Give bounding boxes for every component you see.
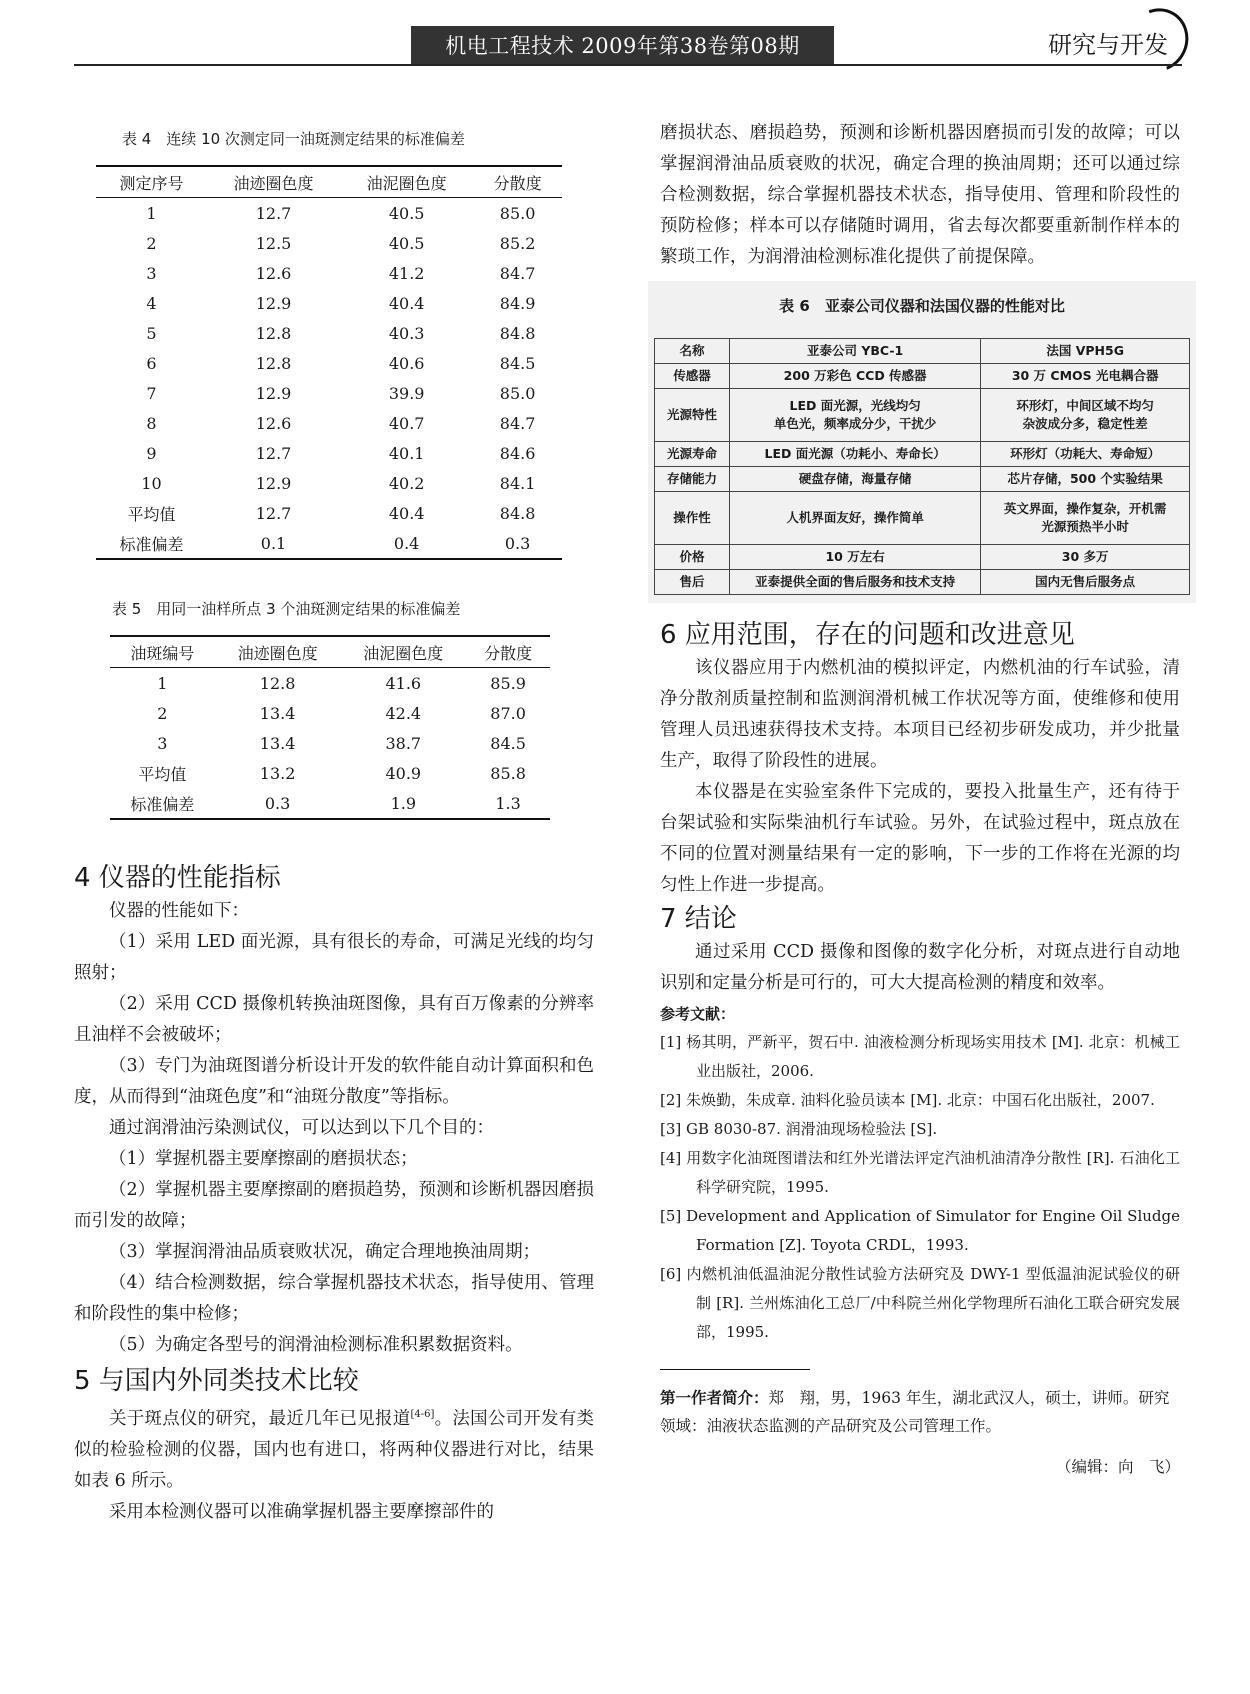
table4-cell: 标准偏差	[96, 528, 207, 559]
editor-note: （编辑：向 飞）	[1055, 1458, 1180, 1476]
table6-cell: 10 万左右	[729, 545, 980, 570]
table4-cell: 12.7	[255, 203, 292, 223]
table6-cell: 环形灯，中间区域不均匀 杂波成分多，稳定性差	[981, 389, 1190, 442]
table4-cell: 9	[146, 443, 157, 463]
table-row	[110, 728, 550, 758]
journal-header: 机电工程技术 2009年第38卷第08期	[411, 26, 834, 66]
table4-cell: 84.1	[499, 473, 536, 493]
table-row	[96, 528, 562, 559]
table5-cell: 标准偏差	[110, 788, 215, 819]
sec4-purpose-item: （3）掌握润滑油品质衰败状况，确定合理地换油周期；	[109, 1242, 541, 1262]
sec7-heading: 7 结论	[660, 904, 737, 934]
table5-cell: 1.9	[340, 788, 466, 819]
table4-cell: 84.5	[499, 353, 536, 373]
table4-cell: 6	[146, 353, 157, 373]
table6-cell: 国内无售后服务点	[981, 570, 1190, 595]
reference-item: [6] 内燃机油低温油泥分散性试验方法研究及 DWY-1 型低温油泥试验仪的研制 [R]. 兰州炼油化工总厂/中科院兰州化学物理所石油化工联合研究发展部，1995.	[660, 1265, 1180, 1341]
table4-cell: 40.6	[388, 353, 425, 373]
table5-col-header: 分散度	[466, 636, 550, 668]
table4-cell: 12.9	[255, 383, 292, 403]
table-row	[96, 228, 562, 258]
references-title: 参考文献：	[660, 1005, 736, 1023]
table-row	[655, 570, 1190, 595]
table5-cell: 1.3	[466, 788, 550, 819]
table4-title: 表 4 连续 10 次测定同一油斑测定结果的标准偏差	[122, 130, 465, 148]
table4-col-header: 分散度	[473, 166, 562, 198]
table6-cell: 30 多万	[981, 545, 1190, 570]
table4-cell: 84.8	[499, 503, 536, 523]
table4-cell: 0.4	[340, 528, 473, 559]
table6-cell: 亚泰公司 YBC-1	[729, 339, 980, 364]
table4	[96, 165, 562, 560]
table6-cell: LED 面光源，光线均匀 单色光，频率成分少，干扰少	[729, 389, 980, 442]
table5-cell: 12.8	[259, 673, 296, 693]
table5-col-header: 油斑编号	[110, 636, 215, 668]
sec5-paragraph-2-start: 采用本检测仪器可以准确掌握机器主要摩擦部件的	[109, 1501, 494, 1522]
sec6-heading: 6 应用范围，存在的问题和改进意见	[660, 620, 1075, 650]
table4-cell: 12.8	[255, 323, 292, 343]
reference-item: [2] 朱焕勤，朱成章. 油料化验员读本 [M]. 北京：中国石化出版社，2007.	[660, 1091, 1155, 1109]
sec4-purpose-item: （4）结合检测数据，综合掌握机器技术状态，指导使用、管理和阶段性的集中检修；	[74, 1273, 594, 1324]
table5-cell: 13.2	[259, 763, 296, 783]
table4-cell: 84.7	[499, 263, 536, 283]
table5-cell: 13.4	[259, 733, 296, 753]
sec5-paragraph-2-cont: 磨损状态、磨损趋势，预测和诊断机器因磨损而引发的故障；可以掌握润滑油品质衰败的状况，确定合理的换油周期；还可以通过综合检测数据，综合掌握机器技术状态，指导使用、管理和阶段性的预防检修；样本可以存储随时调用，省去每次都要重新制作样本的繁琐工作，为润滑油检测标准化提供了前提保障。	[660, 123, 1180, 267]
table4-cell: 85.0	[499, 383, 536, 403]
table4-cell: 10	[141, 473, 162, 493]
table6-cell: 光源特性	[655, 389, 730, 442]
table4-cell: 12.7	[255, 443, 292, 463]
table5-col-header: 油泥圈色度	[340, 636, 466, 668]
table6-cell: LED 面光源（功耗小、寿命长）	[729, 442, 980, 467]
table4-cell: 41.2	[388, 263, 425, 283]
table-row	[655, 364, 1190, 389]
sec5-heading: 5 与国内外同类技术比较	[74, 1366, 359, 1396]
table6-cell: 售后	[655, 570, 730, 595]
table6-cell: 名称	[655, 339, 730, 364]
table5-title: 表 5 用同一油样所点 3 个油斑测定结果的标准偏差	[112, 600, 461, 618]
table4-col-header: 油迹圈色度	[207, 166, 340, 198]
table4-col-header: 油泥圈色度	[340, 166, 473, 198]
table4-cell: 85.0	[499, 203, 536, 223]
sec4-item: （3）专门为油斑图谱分析设计开发的软件能自动计算面积和色度，从而得到“油斑色度”和“油斑分散度”等指标。	[74, 1056, 594, 1107]
section-label: 研究与开发	[1048, 31, 1168, 59]
table5-cell: 13.4	[259, 703, 296, 723]
table4-col-header: 测定序号	[96, 166, 207, 198]
table4-cell: 12.6	[255, 413, 292, 433]
table5-cell: 87.0	[490, 703, 526, 723]
table5-cell: 3	[157, 733, 168, 753]
reference-item: [5] Development and Application of Simulator for Engine Oil Sludge Formation [Z]. Toyota CRDL，1993.	[660, 1207, 1180, 1254]
table6	[654, 338, 1190, 595]
table5-cell: 84.5	[490, 733, 526, 753]
reference-item: [3] GB 8030-87. 润滑油现场检验法 [S].	[660, 1120, 938, 1138]
table4-cell: 40.2	[388, 473, 425, 493]
table4-cell: 84.6	[499, 443, 536, 463]
table-row	[110, 788, 550, 819]
table-row	[96, 288, 562, 318]
table4-cell: 平均值	[127, 504, 176, 524]
table-row	[96, 468, 562, 498]
sec4-heading: 4 仪器的性能指标	[74, 863, 281, 893]
table4-cell: 0.1	[207, 528, 340, 559]
table4-cell: 39.9	[388, 383, 425, 403]
table6-cell: 环形灯（功耗大、寿命短）	[981, 442, 1190, 467]
table4-cell: 40.3	[388, 323, 425, 343]
table4-cell: 40.5	[388, 233, 425, 253]
table6-title: 表 6 亚泰公司仪器和法国仪器的性能对比	[779, 297, 1065, 315]
table-row	[655, 442, 1190, 467]
sec4-item: （1）采用 LED 面光源，具有很长的寿命，可满足光线的均匀照射；	[74, 932, 594, 983]
table-row	[655, 545, 1190, 570]
table-row	[655, 492, 1190, 545]
table5-cell: 平均值	[138, 764, 187, 784]
table5-cell: 2	[157, 703, 168, 723]
table4-cell: 0.3	[473, 528, 562, 559]
table6-cell: 30 万 CMOS 光电耦合器	[981, 364, 1190, 389]
sec4-intro: 仪器的性能如下：	[109, 901, 249, 921]
sec7-paragraph-1: 通过采用 CCD 摄像和图像的数字化分析，对斑点进行自动地识别和定量分析是可行的，可大大提高检测的精度和效率。	[660, 942, 1180, 993]
table-row	[96, 348, 562, 378]
table4-cell: 1	[146, 203, 157, 223]
reference-item: [4] 用数字化油斑图谱法和红外光谱法评定汽油机油清净分散性 [R]. 石油化工科学研究院，1995.	[660, 1149, 1180, 1196]
table4-cell: 40.7	[388, 413, 425, 433]
table6-cell: 英文界面，操作复杂，开机需 光源预热半小时	[981, 492, 1190, 545]
table4-cell: 4	[146, 293, 157, 313]
table-row	[110, 758, 550, 788]
table4-cell: 84.9	[499, 293, 536, 313]
left-column	[74, 128, 594, 1528]
table5-cell: 40.9	[385, 763, 422, 783]
sec4-item: （2）采用 CCD 摄像机转换油斑图像，具有百万像素的分辨率且油样不会被破坏；	[74, 994, 594, 1045]
table6-cell: 芯片存储，500 个实验结果	[981, 467, 1190, 492]
table4-cell: 3	[146, 263, 157, 283]
header-rule	[74, 64, 1182, 66]
table5-cell: 85.9	[490, 673, 526, 693]
table-row	[96, 408, 562, 438]
footnote-rule	[660, 1369, 810, 1370]
table6-cell: 操作性	[655, 492, 730, 545]
table5-cell: 41.6	[385, 673, 422, 693]
table5-cell: 0.3	[215, 788, 341, 819]
table-row	[96, 438, 562, 468]
table4-cell: 5	[146, 323, 157, 343]
table5-cell: 1	[157, 673, 168, 693]
table6-cell: 传感器	[655, 364, 730, 389]
table-row	[96, 198, 562, 229]
table4-cell: 12.7	[255, 503, 292, 523]
table-row	[655, 339, 1190, 364]
table4-cell: 85.2	[499, 233, 536, 253]
table4-cell: 12.9	[255, 473, 292, 493]
table4-cell: 12.5	[255, 233, 292, 253]
table6-cell: 法国 VPH5G	[981, 339, 1190, 364]
table6-cell: 价格	[655, 545, 730, 570]
table4-cell: 84.7	[499, 413, 536, 433]
table5-cell: 85.8	[490, 763, 526, 783]
table4-cell: 40.4	[388, 503, 425, 523]
table4-cell: 2	[146, 233, 157, 253]
citation: [4-6]	[410, 1409, 435, 1420]
sec4-purpose-item: （1）掌握机器主要摩擦副的磨损状态；	[109, 1149, 418, 1169]
table-row	[96, 378, 562, 408]
table6-cell: 存储能力	[655, 467, 730, 492]
table4-cell: 40.1	[388, 443, 425, 463]
sec6-paragraph-2: 本仪器是在实验室条件下完成的，要投入批量生产，还有待于台架试验和实际柴油机行车试验。另外，在试验过程中，斑点放在不同的位置对测量结果有一定的影响，下一步的工作将在光源的均匀性上作进一步提高。	[660, 782, 1180, 895]
reference-item: [1] 杨其明，严新平，贺石中. 油液检测分析现场实用技术 [M]. 北京：机械工业出版社，2006.	[660, 1033, 1180, 1080]
table6-figure	[648, 281, 1196, 603]
table-row	[96, 318, 562, 348]
table-row	[655, 389, 1190, 442]
table5-cell: 38.7	[385, 733, 422, 753]
table-row	[655, 467, 1190, 492]
table5-cell: 42.4	[385, 703, 422, 723]
table4-cell: 40.5	[388, 203, 425, 223]
right-column	[660, 118, 1180, 1482]
table-row	[96, 498, 562, 528]
sec4-purpose-item: （2）掌握机器主要摩擦副的磨损趋势，预测和诊断机器因磨损而引发的故障；	[74, 1180, 594, 1231]
table6-cell: 硬盘存储，海量存储	[729, 467, 980, 492]
table-row	[96, 258, 562, 288]
sec4-intro2: 通过润滑油污染测试仪，可以达到以下几个目的：	[109, 1118, 494, 1138]
table4-cell: 84.8	[499, 323, 536, 343]
table4-cell: 12.9	[255, 293, 292, 313]
table4-cell: 12.8	[255, 353, 292, 373]
table6-cell: 光源寿命	[655, 442, 730, 467]
sec5-paragraph-1: 关于斑点仪的研究，最近几年已见报道[4-6]。法国公司开发有类似的检验检测的仪器，国内也有进口，将两种仪器进行对比，结果如表 6 所示。	[74, 1408, 594, 1491]
table5-col-header: 油迹圈色度	[215, 636, 341, 668]
table4-cell: 7	[146, 383, 157, 403]
author-bio: 第一作者简介：郑 翔，男，1963 年生，湖北武汉人，硕士，讲师。研究领域：油液状态监测的产品研究及公司管理工作。	[660, 1389, 1170, 1435]
table5	[110, 635, 550, 820]
table6-cell: 亚泰提供全面的售后服务和技术支持	[729, 570, 980, 595]
table6-cell: 200 万彩色 CCD 传感器	[729, 364, 980, 389]
table-row	[110, 668, 550, 699]
table-row	[110, 698, 550, 728]
sec6-paragraph-1: 该仪器应用于内燃机油的模拟评定，内燃机油的行车试验，清净分散剂质量控制和监测润滑机械工作状况等方面，使维修和使用管理人员迅速获得技术支持。本项目已经初步研发成功，并少批量生产，取得了阶段性的进展。	[660, 658, 1180, 771]
sec4-purpose-item: （5）为确定各型号的润滑油检测标准积累数据资料。	[109, 1335, 523, 1355]
table4-cell: 12.6	[255, 263, 292, 283]
table4-cell: 8	[146, 413, 157, 433]
table4-cell: 40.4	[388, 293, 425, 313]
table6-cell: 人机界面友好，操作简单	[729, 492, 980, 545]
